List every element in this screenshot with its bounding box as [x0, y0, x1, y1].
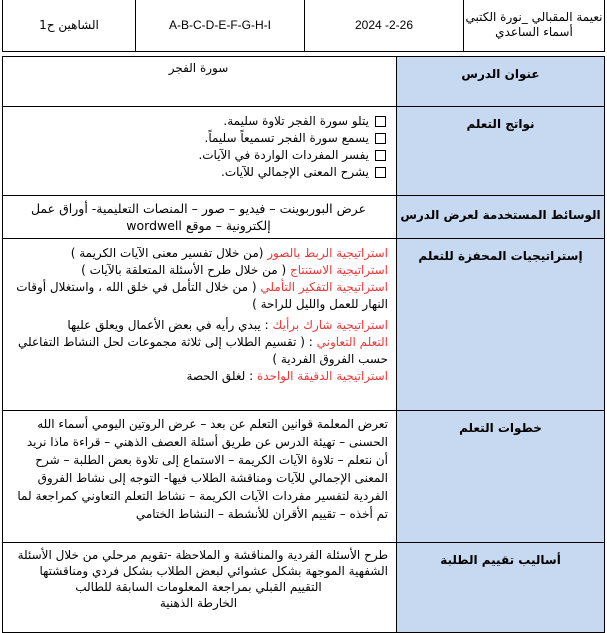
steps-cell — [3, 411, 397, 543]
assessment-line: التقييم القبلي بمراجعة المعلومات السابقة للطالب — [75, 580, 322, 594]
checkbox-icon — [375, 116, 386, 127]
steps-line: تعرض المعلمة قوانين التعلم عن بعد – عرض الروتين اليومي أسماء الله — [37, 417, 388, 431]
header-table — [2, 0, 605, 52]
teachers-cell — [464, 0, 605, 52]
checkbox-icon — [375, 133, 386, 144]
outcome-item: يفسر المفردات الواردة في الآيات. — [9, 147, 386, 164]
outcomes-cell — [3, 107, 397, 196]
resources-line-2: إلكترونية – موقع wordwell — [126, 218, 271, 233]
strategy-item: استراتيجية التفكير التأملي ( من خلال التأمل في خلق الله ، واستغلال أوقات النهار للعمل والليل للراحة ) — [16, 280, 388, 311]
steps-label: خطوات التعلم — [397, 411, 605, 543]
strategy-item: استراتيجية الدقيقة الواحدة : لغلق الحصة — [186, 369, 388, 383]
strategy-item: استراتيجية شارك برأيك : يبدي رأيه في بعض الأعمال ويعلق عليها — [67, 318, 388, 332]
teacher-line-2: أسماء الساعدي — [495, 25, 573, 39]
row-assessment — [3, 543, 605, 633]
assessment-cell — [3, 543, 397, 633]
title-cell — [3, 57, 397, 107]
class-name-cell — [3, 0, 136, 52]
row-steps — [3, 411, 605, 543]
sections-cell — [136, 0, 305, 52]
date-cell — [305, 0, 464, 52]
outcome-item: يتلو سورة الفجر تلاوة سليمة. — [9, 113, 386, 130]
strategy-item: استراتيجية الربط بالصور (من خلال تفسير معنى الآيات الكريمة ) — [70, 246, 388, 260]
assessment-line: طرح الأسئلة الفردية والمناقشة و الملاحظة -تقويم مرحلي من خلال الأسئلة — [17, 548, 388, 562]
row-resources — [3, 196, 605, 239]
resources-label: الوسائط المستخدمة لعرض الدرس — [397, 196, 605, 239]
sections: A-B-C-D-E-F-G-H-I — [169, 18, 271, 32]
outcome-item: يسمع سورة الفجر تسميعاً سليماً. — [9, 130, 386, 147]
lesson-table — [2, 56, 605, 633]
steps-line: الحسنى – تهيئة الدرس عن طريق أسئلة العصف الذهني – قراءة ماذا نريد — [26, 435, 388, 449]
row-outcomes — [3, 107, 605, 196]
strategies-cell — [3, 239, 397, 411]
assessment-line: الشفهية الموجهة بشكل عشوائي لبعض الطلاب بشكل فردي ومناقشتها — [39, 564, 388, 578]
assessment-line: الخارطة الذهنية — [159, 596, 238, 610]
steps-line: أن نتعلم – تلاوة الآيات الكريمة – الاستماع إلى تلاوة بعض الطلبة – شرح — [35, 453, 388, 467]
strategy-item: التعلم التعاوني : ( تقسيم الطلاب إلى ثلاثة مجموعات لحل النشاط التفاعلي حسب الفروق الفردية ) — [18, 335, 388, 366]
title-label: عنوان الدرس — [397, 57, 605, 107]
steps-line: المعنى الإجمالي للآيات ومناقشة الطلاب فيها- التوجه إلى نشاط الفروق — [37, 471, 388, 485]
resources-cell — [3, 196, 397, 239]
strategies-label: إستراتيجيات المحفزة للتعلم — [397, 239, 605, 411]
outcome-item: يشرح المعنى الإجمالي للآيات. — [9, 164, 386, 181]
date: 2024 -2-26 — [354, 18, 414, 32]
outcomes-label: نواتج التعلم — [397, 107, 605, 196]
lesson-title: سورة الفجر — [168, 61, 229, 75]
class-name: الشاهين ح1 — [39, 18, 99, 32]
strategy-item: استراتيجية الاستنتاج ( من خلال طرح الأسئلة المتعلقة بالآيات ) — [81, 263, 388, 277]
row-title — [3, 57, 605, 107]
checkbox-icon — [375, 150, 386, 161]
row-strategies — [3, 239, 605, 411]
checkbox-icon — [375, 167, 386, 178]
steps-line: الفردية لتفسير مفردات الآيات الكريمة – نشاط التعلم التعاوني كمراجعة لما — [17, 489, 388, 503]
resources-line-1: عرض البوربوينت – فيديو – صور – المنصات التعليمية- أوراق عمل — [30, 201, 367, 216]
steps-line: تم أخذه – تقييم الأقران للأنشطة – النشاط الختامي — [135, 507, 388, 521]
teacher-line-1: نعيمة المقبالي _نورة الكتبي — [465, 10, 603, 24]
assessment-label: أساليب تقييم الطلبة — [397, 543, 605, 633]
